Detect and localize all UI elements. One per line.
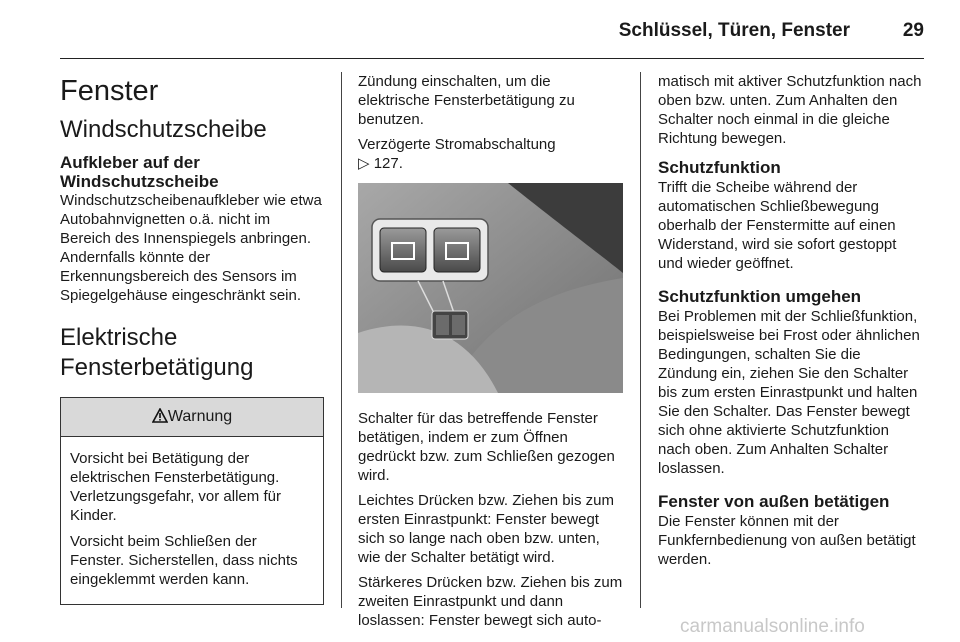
column-2	[358, 72, 624, 636]
paragraph: Leichtes Drücken bzw. Ziehen bis zum ersten Einrastpunkt: Fenster bewegt sich so lange nach oben bzw. unten, wie der Schalter betätigt wird.	[358, 492, 614, 566]
paragraph: Bei Problemen mit der Schließfunktion, beispielsweise bei Frost oder ähnlichen Bedingungen, schalten Sie die Zündung ein, ziehen Sie den Schalter bis zum ersten Einrastpunkt und halten Sie den Schalter. Das Fenster bewegt sich ohne aktivierte Schutzfunktion nach oben. Zum Anhalten Schalter loslassen.	[658, 308, 920, 477]
header-rule	[60, 58, 924, 59]
cross-reference-page: 127.	[373, 155, 403, 172]
warning-paragraph: Vorsicht bei Betätigung der elektrischen Fensterbetätigung. Verletzungsgefahr, vor allem für Kinder.	[70, 450, 281, 524]
warning-header	[61, 398, 323, 437]
paragraph: Stärkeres Drücken bzw. Ziehen bis zum zweiten Einrastpunkt und dann loslassen: Fenster bewegt sich auto-	[358, 574, 623, 629]
warning-paragraph: Vorsicht beim Schließen der Fenster. Sicherstellen, dass nichts eingeklemmt werden kann.	[70, 533, 298, 588]
warning-title: Warnung	[167, 408, 233, 425]
running-header-title: Schlüssel, Türen, Fenster	[618, 20, 850, 41]
topic-heading: Fenster von außen betätigen	[658, 492, 890, 511]
section-title: Fenster	[60, 75, 159, 107]
column-divider	[640, 72, 641, 608]
paragraph: Windschutzscheibenaufkleber wie etwa Autobahnvignetten o.ä. nicht im Bereich des Innenspiegels anbringen. Andernfalls könnte der Erkennungsbereich des Sensors im Spiegelgehäuse eingeschränkt sein.	[60, 192, 322, 304]
paragraph: Trifft die Scheibe während der automatischen Schließbewegung oberhalb der Fenstermitte auf einen Widerstand, wird sie sofort gestoppt und wieder geöffnet.	[658, 179, 897, 272]
warning-body	[61, 437, 323, 604]
paragraph-cross-reference	[358, 135, 624, 173]
topic-heading: Aufkleber auf der Windschutzscheibe	[60, 153, 219, 191]
warning-triangle-icon	[152, 408, 168, 423]
watermark: carmanualsonline.info	[680, 616, 865, 637]
paragraph: matisch mit aktiver Schutzfunktion nach oben bzw. unten. Zum Anhalten den Schalter noch einmal in die gleiche Richtung bewegen.	[658, 73, 922, 147]
subsection-title: Elektrische Fensterbetätigung	[60, 324, 254, 381]
window-switch-photo	[358, 183, 623, 393]
column-divider	[341, 72, 342, 608]
topic-heading: Schutzfunktion	[658, 158, 781, 177]
topic-heading: Schutzfunktion umgehen	[658, 287, 862, 306]
paragraph: Schalter für das betreffende Fenster betätigen, indem er zum Öffnen gedrückt bzw. zum Schließen gezogen wird.	[358, 410, 615, 484]
column-1	[60, 70, 325, 605]
cross-reference-text: Verzögerte Stromabschaltung	[358, 136, 556, 153]
paragraph: Die Fenster können mit der Funkfernbedienung von außen betätigt werden.	[658, 513, 916, 568]
arrow-right-icon: ▷	[358, 155, 370, 172]
paragraph: Zündung einschalten, um die elektrische Fensterbetätigung zu benutzen.	[358, 73, 575, 128]
column-3	[658, 72, 924, 575]
page-number: 29	[902, 20, 924, 41]
warning-box	[60, 397, 324, 605]
subsection-title: Windschutzscheibe	[60, 116, 267, 143]
